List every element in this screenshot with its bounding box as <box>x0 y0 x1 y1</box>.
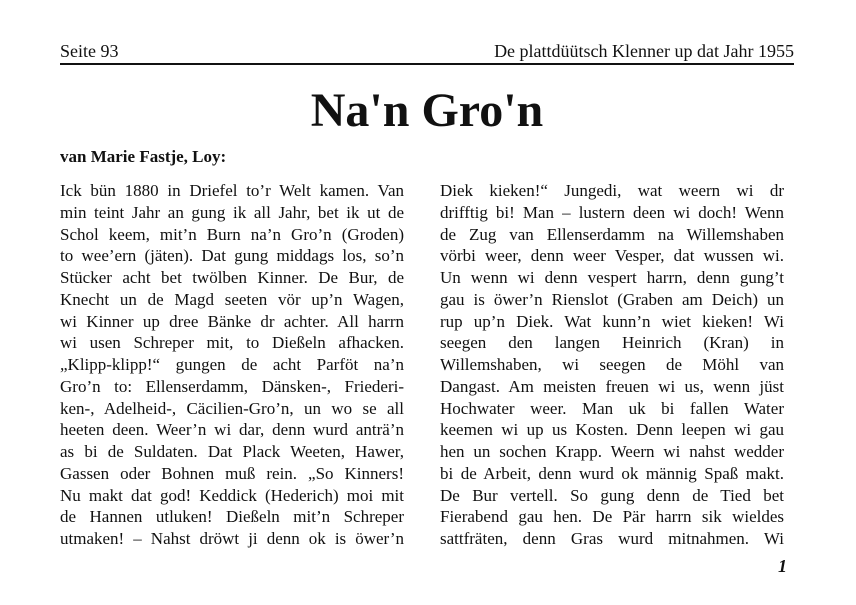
text-line: Diek kieken!“ Jungedi, wat weern wi dr <box>440 181 784 200</box>
text-line: Nu makt dat god! Keddick (Hederich) moi mit <box>60 485 404 505</box>
text-line: min teint Jahr an gung ik all Jahr, bet ik ut de <box>60 202 404 222</box>
text-line: wi Kinner up dree Bänke dr achter. All harrn <box>60 311 404 331</box>
text-line: de Hannen utluken! Dießeln mit’n Schreper <box>60 507 404 527</box>
text-line: Hochwater weer. Man uk bi fallen Water <box>440 398 784 418</box>
page-header <box>60 41 794 65</box>
text-line: Gassen oder Bohnen muß rein. „So Kinners! <box>60 463 404 483</box>
text-line: as bi de Suldaten. Dat Plack Weeten, Hawer, <box>60 442 404 461</box>
article-title: Na'n Gro'n <box>310 84 544 137</box>
text-line: seegen den langen Heinrich (Kran) in <box>440 333 784 353</box>
text-line: Dangast. Am meisten freuen wi us, wenn jüst <box>440 376 784 396</box>
text-line: vörbi weer, denn weer Vesper, dat wussen wi. <box>440 246 784 266</box>
text-line: De Bur vertell. So gung denn de Tied bet <box>440 485 784 505</box>
text-line: gau is öwer’n Rienslot (Graben am Deich) un <box>440 289 784 309</box>
text-line: Un wenn wi denn vespert harrn, denn gung’t <box>440 268 784 287</box>
text-line: Knecht un de Magd seeten vör up’n Wagen, <box>60 289 404 309</box>
text-line: bi de Arbeit, denn wurd ok männig Spaß makt. <box>440 463 784 483</box>
text-line: ken-, Adelheid-, Cäcilien-Gro’n, un wo se all <box>60 398 404 418</box>
text-line: Ick bün 1880 in Driefel to’r Welt kamen. Van <box>60 181 404 200</box>
text-column-left <box>60 180 404 550</box>
text-line: drifftig bi! Man – lustern deen wi doch! Wenn <box>440 202 784 222</box>
page-label: Seite 93 <box>60 41 119 61</box>
text-line: de Zug van Ellenserdamm na Willemshaben <box>440 224 784 244</box>
calendar-title: De plattdüütsch Klenner up dat Jahr 1955 <box>494 41 794 61</box>
text-line: utmaken! – Nahst dröwt ji denn ok is öwer’n <box>60 529 404 548</box>
text-line: sattfräten, denn Gras wurd mitnahmen. Wi <box>440 529 784 548</box>
text-line: wi usen Schreper mit, to Dießeln afhacken. <box>60 333 404 353</box>
text-line: Stücker acht bet twölben Kinner. De Bur, de <box>60 268 404 287</box>
text-line: „Klipp-klipp!“ gungen de acht Parföt na’n <box>60 355 404 374</box>
text-line: to wee’ern (jäten). Dat gung middags los, so’n <box>60 246 404 266</box>
text-line: hen un sochen Krapp. Weern wi nahst wedder <box>440 442 784 461</box>
text-column-right <box>440 180 784 550</box>
text-line: Willemshaben, wi seegen de Möhl van <box>440 355 784 374</box>
article-author: van Marie Fastje, Loy: <box>60 147 227 166</box>
text-line: heeten deen. Weer’n wi dar, denn wurd anträ’n <box>60 420 404 440</box>
text-line: Fierabend gau hen. De Pär harrn sik wieldes <box>440 507 784 527</box>
text-line: Schol keem, mit’n Burn na’n Gro’n (Groden) <box>60 224 404 244</box>
text-line: rup up’n Diek. Wat kunn’n wiet kieken! Wi <box>440 311 784 331</box>
text-line: keemen wi up us Kosten. Denn leepen wi gau <box>440 420 784 440</box>
page-number: 1 <box>778 556 787 576</box>
text-line: Gro’n to: Ellenserdamm, Dänsken-, Friederi- <box>60 376 404 396</box>
